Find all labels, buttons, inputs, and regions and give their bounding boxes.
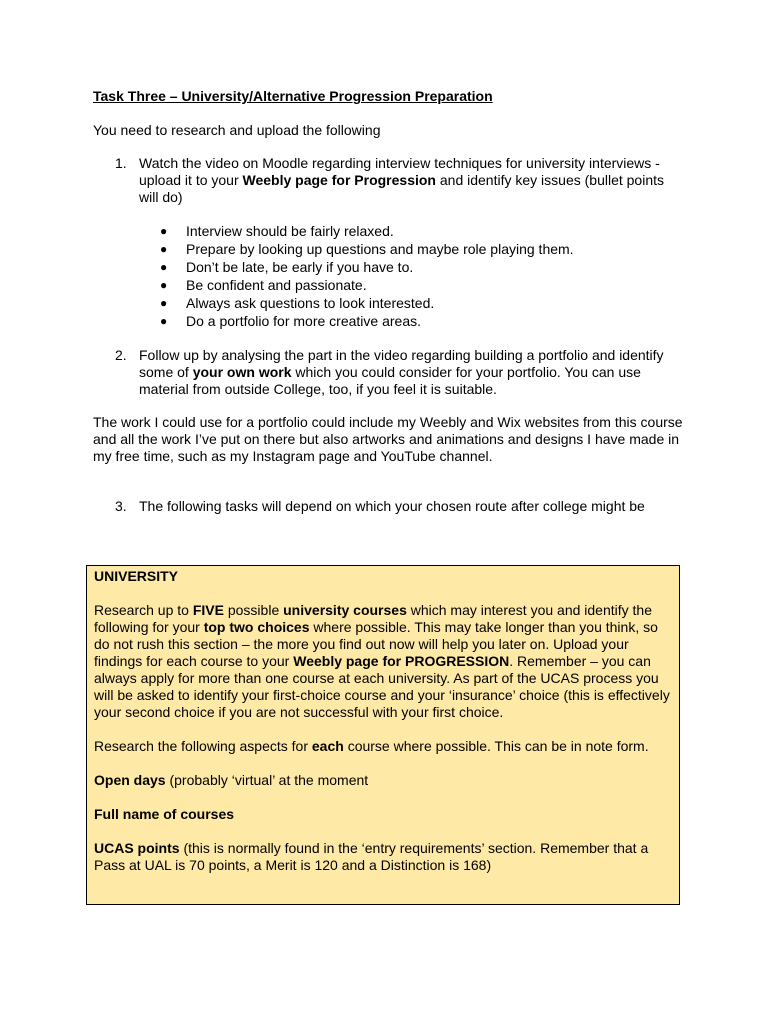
bold-run: Weebly page for Progression bbox=[242, 172, 436, 188]
portfolio-paragraph: The work I could use for a portfolio could include my Weebly and Wix websites from this course and all the work I’ve put on there but also artworks and animations and designs I have made in my free time, such as my Instagram page and YouTube channel. bbox=[93, 414, 683, 464]
text-run: and identify key issues (bullet points will do) bbox=[139, 172, 664, 205]
bullet-list bbox=[160, 223, 660, 331]
text-run: course where possible. This can be in note form. bbox=[343, 738, 649, 754]
bullet-icon: ● bbox=[160, 296, 168, 310]
text-run: which you could consider for your portfolio. You can use material from outside College, too, if you feel it is suitable. bbox=[139, 364, 641, 397]
box-paragraph-open-days bbox=[94, 772, 676, 789]
text-run: Follow up by analysing the part in the video regarding building a portfolio and identify some of bbox=[139, 347, 664, 380]
bold-run: UNIVERSITY bbox=[94, 568, 179, 584]
box-paragraph-research bbox=[94, 602, 676, 721]
list-item-text: Always ask questions to look interested. bbox=[186, 295, 435, 311]
bullet-icon: ● bbox=[160, 260, 168, 274]
list-item-text: Be confident and passionate. bbox=[186, 277, 367, 293]
box-paragraph-aspects bbox=[94, 738, 676, 755]
item-number: 3. bbox=[115, 498, 127, 514]
text-run: . Remember – you can always apply for more than one course at each university. As part of the UCAS process you will be asked to identify your first-choice course and your ‘insurance’ choice (this is effectively your second choice if you are not successful with your first choice. bbox=[94, 653, 670, 720]
list-item-text: Interview should be fairly relaxed. bbox=[186, 223, 394, 239]
intro-text: You need to research and upload the following bbox=[93, 122, 381, 138]
page-title: Task Three – University/Alternative Progression Preparation bbox=[93, 88, 493, 104]
item-text bbox=[139, 347, 679, 398]
bold-run: UCAS points bbox=[94, 840, 180, 856]
text-run: Research the following aspects for bbox=[94, 738, 312, 754]
bullet-icon: ● bbox=[160, 278, 168, 292]
text-run: possible bbox=[223, 602, 284, 618]
bold-run: Full name of courses bbox=[94, 806, 235, 822]
bold-run: university courses bbox=[283, 602, 407, 618]
item-number: 2. bbox=[115, 347, 127, 363]
list-item-text: Prepare by looking up questions and maybe role playing them. bbox=[186, 241, 574, 257]
bold-run: top two choices bbox=[203, 619, 310, 635]
university-box bbox=[86, 565, 680, 905]
list-item-text: Do a portfolio for more creative areas. bbox=[186, 313, 421, 329]
box-heading bbox=[94, 568, 676, 585]
text-run: which may interest you and identify the following for your bbox=[94, 602, 652, 635]
box-paragraph-ucas bbox=[94, 840, 676, 874]
text-run: Research up to bbox=[94, 602, 193, 618]
bullet-icon: ● bbox=[160, 224, 168, 238]
item-number: 1. bbox=[115, 155, 127, 171]
bold-run: FIVE bbox=[192, 602, 224, 618]
text-run: where possible. This may take longer than you think, so do not rush this section – the more you find out now will help you later on. Upload your findings for each course to your bbox=[94, 619, 658, 669]
bold-run: each bbox=[311, 738, 344, 754]
text-run: Watch the video on Moodle regarding interview techniques for university interviews - upload it to your bbox=[139, 155, 660, 188]
item-text bbox=[139, 155, 679, 206]
list-item-text: Don’t be late, be early if you have to. bbox=[186, 259, 414, 275]
bold-run: Open days bbox=[94, 772, 166, 788]
box-paragraph-course-names bbox=[94, 806, 676, 823]
list-item bbox=[160, 295, 660, 313]
list-item bbox=[160, 313, 660, 331]
bold-run: Weebly page for PROGRESSION bbox=[293, 653, 510, 669]
bold-run: your own work bbox=[192, 364, 292, 380]
list-item bbox=[160, 259, 660, 277]
list-item bbox=[160, 223, 660, 241]
list-item bbox=[160, 277, 660, 295]
text-run: (probably ‘virtual’ at the moment bbox=[165, 772, 369, 788]
item-text: The following tasks will depend on which your chosen route after college might be bbox=[139, 498, 645, 514]
bullet-icon: ● bbox=[160, 314, 168, 328]
bullet-icon: ● bbox=[160, 242, 168, 256]
text-run: (this is normally found in the ‘entry requirements’ section. Remember that a Pass at UAL is 70 points, a Merit is 120 and a Distinction is 168) bbox=[94, 840, 649, 873]
list-item bbox=[160, 241, 660, 259]
